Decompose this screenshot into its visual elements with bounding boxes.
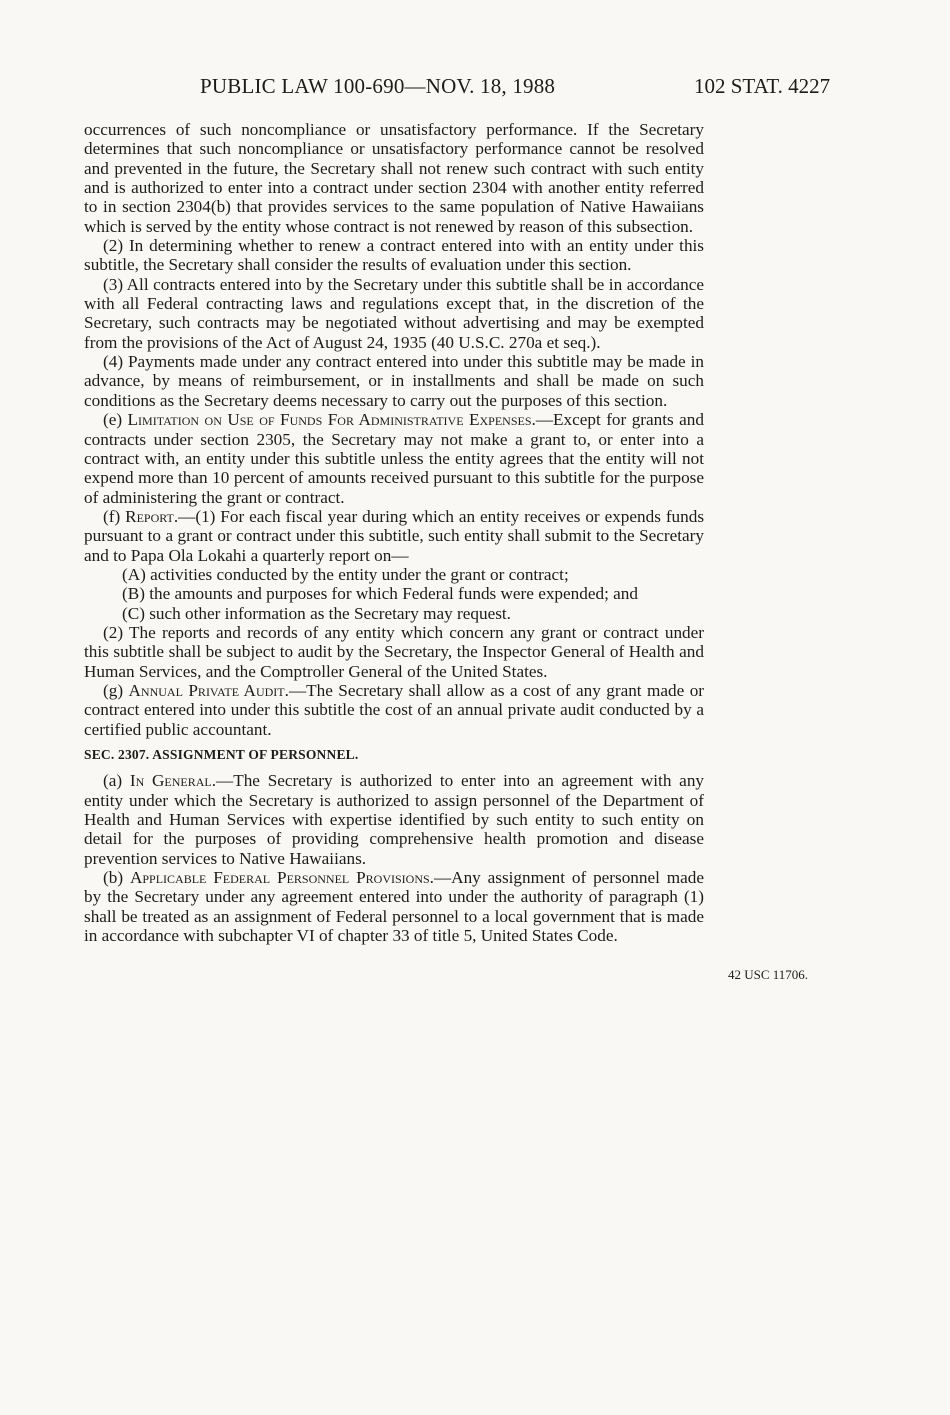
subsection-b — [84, 868, 704, 945]
subsection-f-heading: Report. — [125, 506, 179, 526]
list-item-c: (C) such other information as the Secretary may request. — [122, 603, 511, 623]
subsection-a — [84, 771, 704, 868]
section-heading: SEC. 2307. ASSIGNMENT OF PERSONNEL. — [84, 747, 359, 762]
subsection-b-label: (b) — [103, 868, 124, 888]
subsection-a-label: (a) — [103, 771, 123, 791]
page-number: 102 STAT. 4227 — [694, 74, 831, 98]
subsection-f-text: —(1) For each fiscal year during which an entity receives or expends funds pursuant to a grant or contract under this subtitle, such entity shall submit to the Secretary and to Papa Ola Lokahi a quarterly report on— — [84, 506, 705, 565]
paragraph-3: (3) All contracts entered into by the Secretary under this subtitle shall be in accordance with all Federal contracting laws and regulations except that, in the discretion of the Secretary, such contracts may be negotiated without advertising and may be exempted from the provisions of the Act of August 24, 1935 (40 U.S.C. 270a et seq.). — [84, 274, 704, 352]
subsection-f — [84, 507, 704, 565]
subsection-g-text: —The Secretary shall allow as a cost of any grant made or contract entered into under this subtitle the cost of an annual private audit conducted by a certified public accountant. — [84, 680, 705, 739]
subsection-f-label: (f) — [103, 506, 121, 526]
subsection-e-text: —Except for grants and contracts under section 2305, the Secretary may not make a grant to, or enter into a contract with, an entity under this subtitle unless the entity agrees that the entity will not expend more than 10 percent of amounts received pursuant to this subtitle for the purpose of administering the grant or contract. — [84, 410, 704, 507]
running-header: PUBLIC LAW 100-690—NOV. 18, 1988 — [200, 74, 556, 98]
subsection-g-label: (g) — [103, 680, 124, 700]
subsection-a-heading: In General. — [129, 771, 217, 791]
subsection-e — [84, 410, 704, 507]
paragraph-2: (2) In determining whether to renew a contract entered into with an entity under this subtitle, the Secretary shall consider the results of evaluation under this section. — [84, 236, 704, 275]
subsection-g-heading: Annual Private Audit. — [128, 680, 289, 700]
paragraph-continuation: occurrences of such noncompliance or unsatisfactory performance. If the Secretary determines that such noncompliance or unsatisfactory performance cannot be resolved and prevented in the future, the Secretary shall not renew such contract with such entity and is authorized to enter into a contract under section 2304 with another entity referred to in section 2304(b) that provides services to the same population of Native Hawaiians which is served by the entity whose contract is not renewed by reason of this subsection. — [84, 120, 704, 236]
subsection-e-heading: Limitation on Use of Funds For Administrative Expenses. — [127, 410, 536, 430]
subsection-g — [84, 681, 704, 739]
subsection-b-text: —Any assignment of personnel made by the Secretary under any agreement entered into under the authority of paragraph (1) shall be treated as an assignment of Federal personnel to a local government that is made in accordance with subchapter VI of chapter 33 of title 5, United States Code. — [84, 868, 704, 946]
subsection-a-text: —The Secretary is authorized to enter into an agreement with any entity under which the Secretary is authorized to assign personnel of the Department of Health and Human Services with expertise identified by such entity to such entity on detail for the purposes of providing comprehensive health promotion and disease prevention services to Native Hawaiians. — [84, 771, 705, 868]
document-body — [84, 120, 704, 945]
paragraph-4: (4) Payments made under any contract entered into under this subtitle may be made in advance, by means of reimbursement, or in installments and shall be made on such conditions as the Secretary deems necessary to carry out the purposes of this section. — [84, 352, 704, 410]
subsection-e-label: (e) — [103, 410, 123, 430]
subsection-f-2: (2) The reports and records of any entity which concern any grant or contract under this subtitle shall be subject to audit by the Secretary, the Inspector General of Health and Human Services, and the Comptroller General of the United States. — [84, 622, 704, 681]
list-item-b: (B) the amounts and purposes for which Federal funds were expended; and — [122, 584, 638, 604]
list-item-a: (A) activities conducted by the entity under the grant or contract; — [122, 564, 569, 584]
margin-citation: 42 USC 11706. — [728, 967, 809, 982]
subsection-b-heading: Applicable Federal Personnel Provisions. — [129, 868, 434, 888]
